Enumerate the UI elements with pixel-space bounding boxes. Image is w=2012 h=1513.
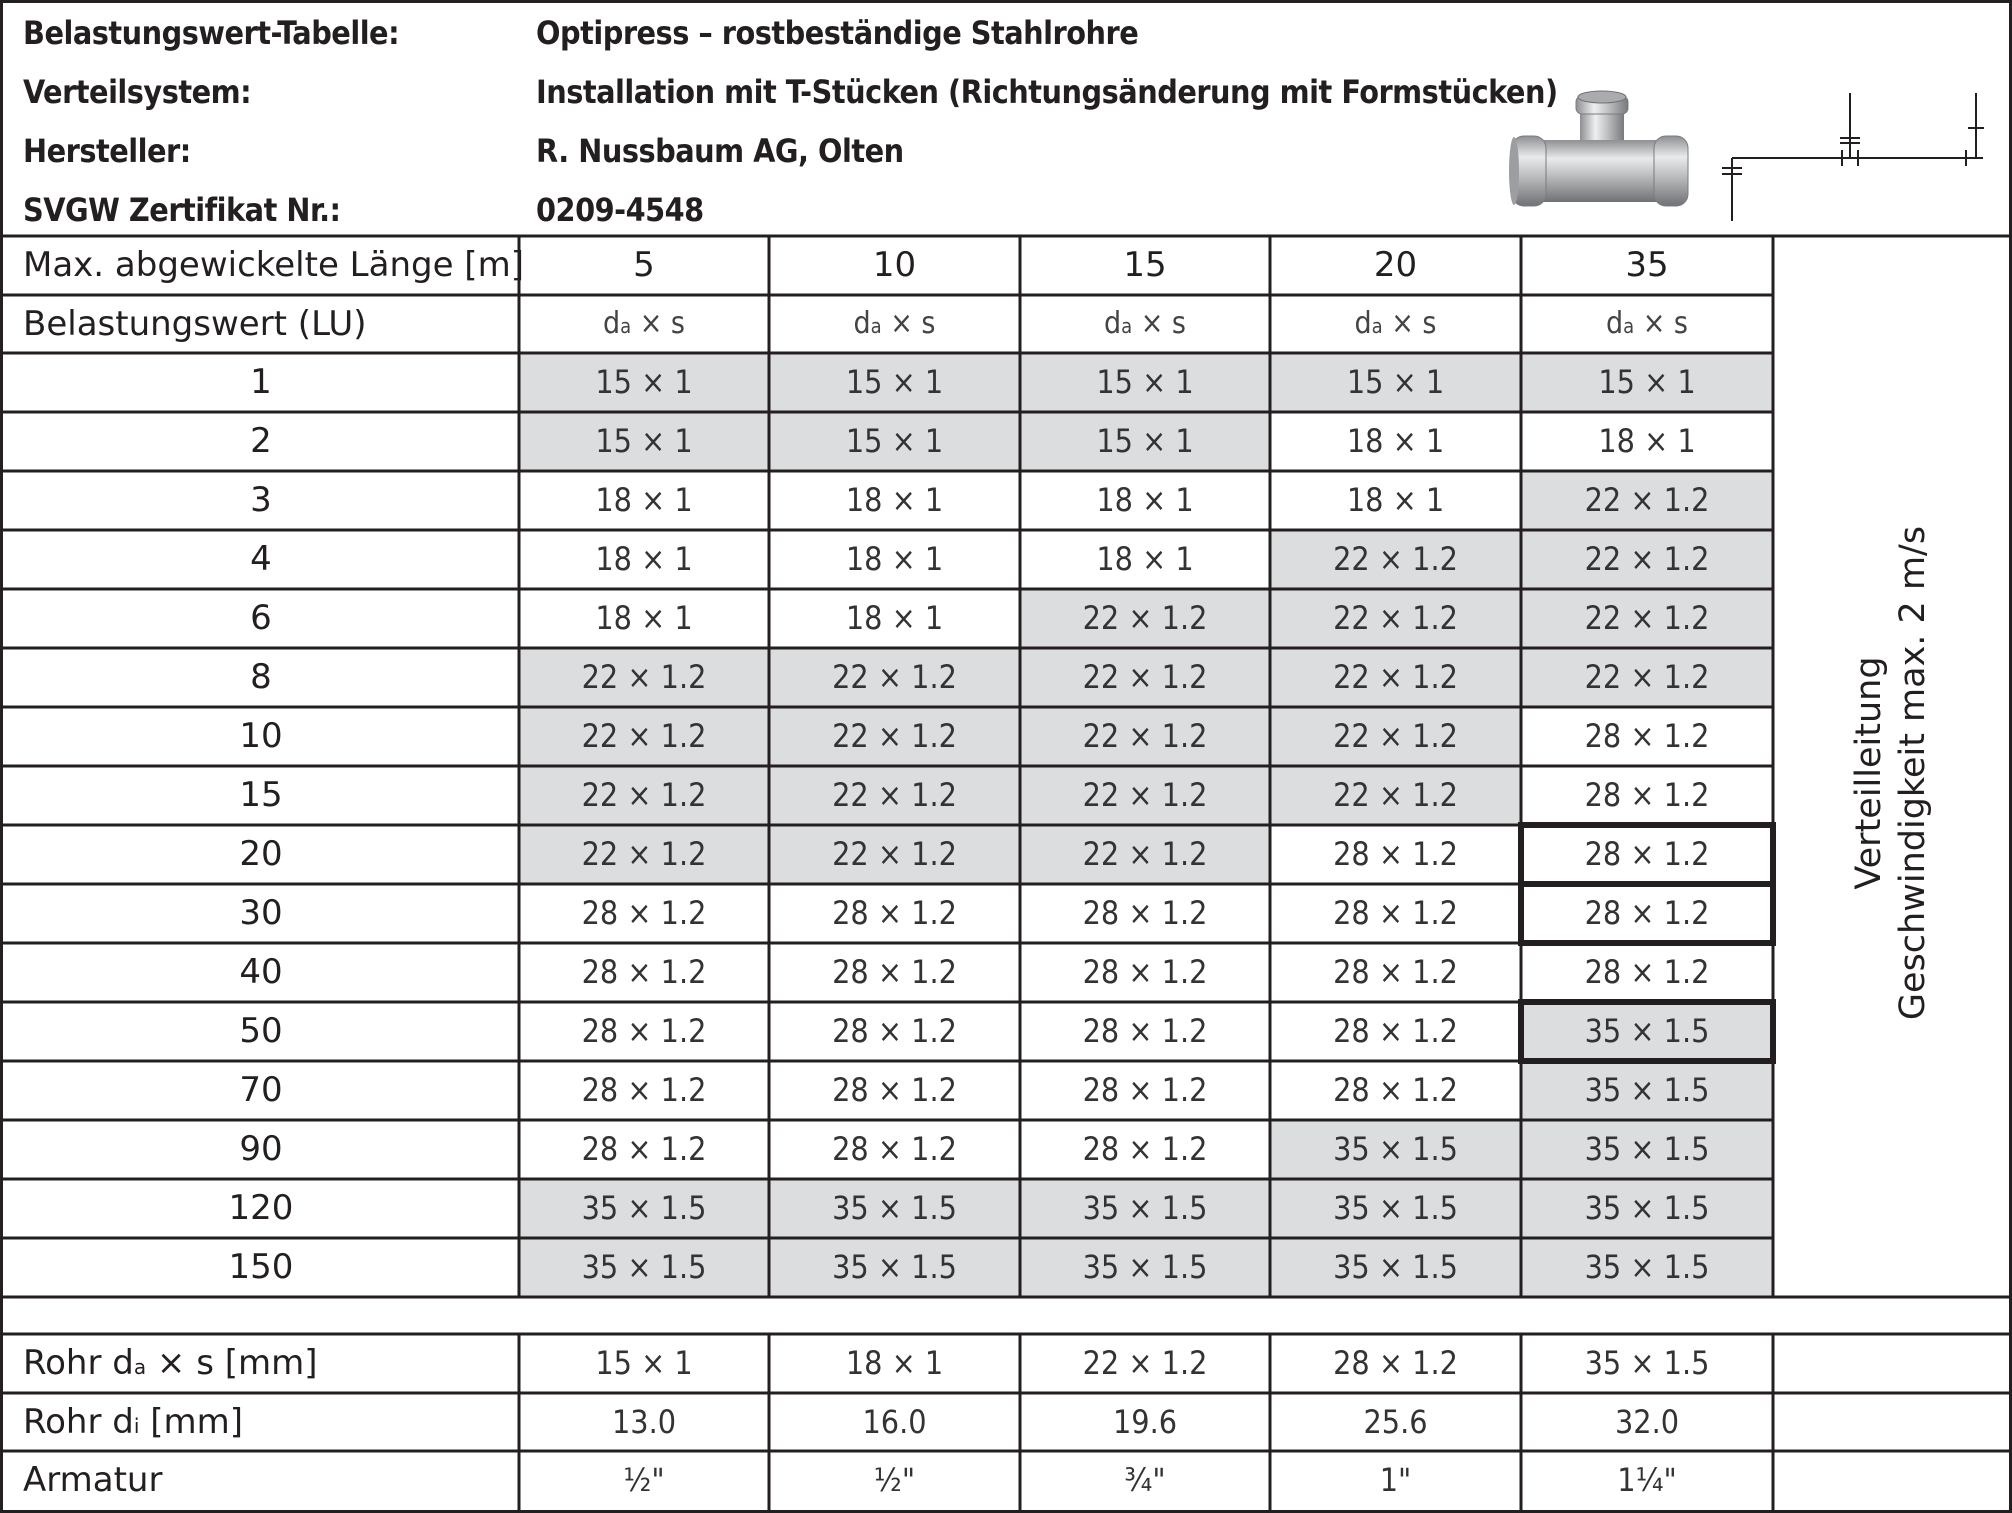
pipe-size-cell: 18 × 1 <box>1096 540 1194 578</box>
pipe-size-cell: 28 × 1.2 <box>832 1071 957 1109</box>
pipe-size-cell: 28 × 1.2 <box>1082 1130 1208 1168</box>
dimension-header: da × s <box>1104 306 1186 341</box>
footer-cell: 1¼" <box>1617 1461 1677 1499</box>
footer-cell: 18 × 1 <box>845 1344 944 1382</box>
lu-value: 10 <box>239 716 283 756</box>
subscript: a <box>620 314 632 338</box>
pipe-size-cell: 28 × 1.2 <box>1584 894 1710 932</box>
t-fitting-image <box>1508 88 1693 218</box>
pipe-size-cell: 22 × 1.2 <box>1020 589 1270 648</box>
footer-cell: ¾" <box>1124 1461 1166 1499</box>
lu-value: 2 <box>250 421 272 461</box>
pipe-size-cell: 28 × 1.2 <box>1584 776 1710 814</box>
lu-value: 8 <box>250 657 272 697</box>
footer-cell: 19.6 <box>1112 1403 1178 1441</box>
pipe-size-cell: 28 × 1.2 <box>832 894 957 932</box>
footer-label: Rohr di [mm] <box>23 1402 243 1442</box>
length-label: Max. abgewickelte Länge [m] <box>23 245 524 285</box>
length-header-20: 20 <box>1373 245 1418 285</box>
pipe-size-cell: 28 × 1.2 <box>1082 894 1208 932</box>
pipe-size-cell: 28 × 1.2 <box>1584 717 1710 755</box>
lu-value: 15 <box>239 775 283 815</box>
subscript: a <box>133 1355 147 1379</box>
pipe-size-cell: 15 × 1 <box>1521 353 1773 412</box>
pipe-size-cell: 22 × 1.2 <box>1270 648 1521 707</box>
footer-label: Armatur <box>23 1460 163 1500</box>
length-header-15: 15 <box>1123 245 1167 285</box>
pipe-size-cell: 22 × 1.2 <box>1020 648 1270 707</box>
pipe-size-cell: 22 × 1.2 <box>769 707 1020 766</box>
pipe-size-cell: 22 × 1.2 <box>1270 589 1521 648</box>
pipe-size-cell: 35 × 1.5 <box>1270 1120 1521 1179</box>
pipe-size-cell: 28 × 1.2 <box>1082 1071 1208 1109</box>
pipe-size-cell: 18 × 1 <box>1598 422 1696 460</box>
pipe-size-cell: 22 × 1.2 <box>519 825 769 884</box>
pipe-size-cell: 35 × 1.5 <box>1521 1179 1773 1238</box>
pipe-size-cell: 35 × 1.5 <box>1020 1179 1270 1238</box>
side-note-line-1: Verteilleitung <box>1849 656 1889 890</box>
pipe-size-cell: 18 × 1 <box>1346 422 1445 460</box>
pipe-size-cell: 22 × 1.2 <box>1270 766 1521 825</box>
footer-label: Rohr da × s [mm] <box>23 1343 318 1383</box>
footer-cell: 13.0 <box>611 1403 677 1441</box>
footer-cell: ½" <box>873 1461 916 1499</box>
footer-cell: 35 × 1.5 <box>1584 1344 1710 1382</box>
subscript: a <box>1121 314 1133 338</box>
pipe-size-cell: 28 × 1.2 <box>1082 953 1208 991</box>
pipe-size-cell: 35 × 1.5 <box>769 1238 1020 1297</box>
pipe-size-cell: 18 × 1 <box>595 481 693 519</box>
pipe-size-cell: 22 × 1.2 <box>1521 648 1773 707</box>
header-block <box>0 0 2012 236</box>
lu-value: 4 <box>250 539 272 579</box>
pipe-size-cell: 22 × 1.2 <box>1521 530 1773 589</box>
lu-value: 70 <box>239 1070 283 1110</box>
pipe-size-cell: 22 × 1.2 <box>1270 530 1521 589</box>
pipe-size-cell: 22 × 1.2 <box>519 707 769 766</box>
pipe-size-cell: 28 × 1.2 <box>1082 1012 1208 1050</box>
footer-cell: 16.0 <box>862 1403 927 1441</box>
dimension-header: da × s <box>1354 306 1437 341</box>
subscript: a <box>870 314 882 338</box>
pipe-size-cell: 18 × 1 <box>1346 481 1445 519</box>
pipe-size-cell: 15 × 1 <box>1020 353 1270 412</box>
pipe-size-cell: 15 × 1 <box>1020 412 1270 471</box>
pipe-size-cell: 18 × 1 <box>845 540 944 578</box>
pipe-size-cell: 35 × 1.5 <box>1521 1061 1773 1120</box>
lu-value: 90 <box>239 1129 283 1169</box>
header-label: SVGW Zertifikat Nr.: <box>23 191 341 229</box>
lu-value: 20 <box>239 834 283 874</box>
footer-cell: 22 × 1.2 <box>1082 1344 1208 1382</box>
pipe-size-cell: 22 × 1.2 <box>1020 707 1270 766</box>
pipe-size-cell: 28 × 1.2 <box>832 953 957 991</box>
pipe-size-cell: 15 × 1 <box>1270 353 1521 412</box>
pipe-size-cell: 15 × 1 <box>519 412 769 471</box>
dimension-header: da × s <box>1606 306 1688 341</box>
lu-value: 30 <box>239 893 283 933</box>
pipe-size-cell: 22 × 1.2 <box>519 648 769 707</box>
lu-label: Belastungswert (LU) <box>23 304 367 344</box>
pipe-size-cell: 28 × 1.2 <box>832 1130 957 1168</box>
pipe-size-cell: 15 × 1 <box>769 412 1020 471</box>
pipe-size-cell: 35 × 1.5 <box>1521 1002 1773 1061</box>
lu-value: 40 <box>239 952 283 992</box>
pipe-size-cell: 22 × 1.2 <box>1521 589 1773 648</box>
pipe-size-cell: 35 × 1.5 <box>769 1179 1020 1238</box>
length-header-5: 5 <box>633 245 655 285</box>
pipe-size-cell: 28 × 1.2 <box>581 1012 707 1050</box>
pipe-size-cell: 28 × 1.2 <box>1333 953 1458 991</box>
header-value: 0209-4548 <box>536 191 704 229</box>
lu-value: 50 <box>239 1011 283 1051</box>
piping-schematic <box>1718 88 1993 223</box>
header-label: Belastungswert-Tabelle: <box>23 14 400 52</box>
pipe-size-cell: 15 × 1 <box>769 353 1020 412</box>
lu-value: 1 <box>250 362 272 402</box>
pipe-size-cell: 28 × 1.2 <box>1333 894 1458 932</box>
footer-cell: 15 × 1 <box>595 1344 693 1382</box>
header-label: Hersteller: <box>23 132 191 170</box>
header-value: Installation mit T-Stücken (Richtungsänderung mit Formstücken) <box>536 73 1558 111</box>
footer-cell: 28 × 1.2 <box>1333 1344 1458 1382</box>
footer-cell: 25.6 <box>1363 1403 1428 1441</box>
side-note-distribution <box>1773 248 2009 1298</box>
pipe-size-cell: 28 × 1.2 <box>1333 835 1458 873</box>
footer-cell: ½" <box>623 1461 665 1499</box>
pipe-size-cell: 35 × 1.5 <box>519 1179 769 1238</box>
header-value: R. Nussbaum AG, Olten <box>536 132 904 170</box>
dimension-header: da × s <box>603 306 685 341</box>
pipe-size-cell: 28 × 1.2 <box>832 1012 957 1050</box>
pipe-size-cell: 28 × 1.2 <box>581 1130 707 1168</box>
pipe-size-cell: 28 × 1.2 <box>1333 1071 1458 1109</box>
pipe-size-cell: 28 × 1.2 <box>581 1071 707 1109</box>
side-note-text <box>1847 526 1935 1020</box>
pipe-size-cell: 18 × 1 <box>845 599 944 637</box>
footer-cell: 32.0 <box>1614 1403 1680 1441</box>
pipe-size-cell: 18 × 1 <box>595 599 693 637</box>
pipe-size-cell: 22 × 1.2 <box>519 766 769 825</box>
lu-value: 150 <box>228 1247 294 1287</box>
side-note-line-2: Geschwindigkeit max. 2 m/s <box>1893 525 1933 1021</box>
pipe-size-cell: 22 × 1.2 <box>769 648 1020 707</box>
pipe-size-cell: 22 × 1.2 <box>1521 471 1773 530</box>
footer-cell: 1" <box>1379 1461 1412 1499</box>
header-label: Verteilsystem: <box>23 73 252 111</box>
pipe-size-cell: 15 × 1 <box>519 353 769 412</box>
pipe-size-cell: 22 × 1.2 <box>769 825 1020 884</box>
pipe-size-cell: 35 × 1.5 <box>1521 1238 1773 1297</box>
header-value: Optipress – rostbeständige Stahlrohre <box>536 14 1139 52</box>
lu-value: 120 <box>228 1188 294 1228</box>
pipe-size-cell: 22 × 1.2 <box>1020 766 1270 825</box>
pipe-size-cell: 18 × 1 <box>595 540 693 578</box>
pipe-size-cell: 22 × 1.2 <box>1020 825 1270 884</box>
pipe-size-cell: 18 × 1 <box>845 481 944 519</box>
pipe-size-cell: 28 × 1.2 <box>1584 953 1710 991</box>
pipe-size-cell: 35 × 1.5 <box>1020 1238 1270 1297</box>
lu-value: 6 <box>250 598 272 638</box>
pipe-size-cell: 22 × 1.2 <box>1270 707 1521 766</box>
pipe-size-cell: 28 × 1.2 <box>1584 835 1710 873</box>
length-header-35: 35 <box>1625 245 1669 285</box>
pipe-size-cell: 28 × 1.2 <box>581 953 707 991</box>
lu-value: 3 <box>250 480 272 520</box>
pipe-size-cell: 35 × 1.5 <box>519 1238 769 1297</box>
pipe-size-cell: 28 × 1.2 <box>581 894 707 932</box>
dimension-header: da × s <box>853 306 936 341</box>
pipe-size-cell: 28 × 1.2 <box>1333 1012 1458 1050</box>
pipe-size-cell: 35 × 1.5 <box>1270 1179 1521 1238</box>
pipe-size-cell: 22 × 1.2 <box>769 766 1020 825</box>
subscript: a <box>1371 314 1383 338</box>
subscript: i <box>133 1414 140 1438</box>
subscript: a <box>1623 314 1635 338</box>
pipe-size-cell: 35 × 1.5 <box>1521 1120 1773 1179</box>
pipe-size-cell: 35 × 1.5 <box>1270 1238 1521 1297</box>
pipe-size-cell: 18 × 1 <box>1096 481 1194 519</box>
length-header-10: 10 <box>872 245 917 285</box>
